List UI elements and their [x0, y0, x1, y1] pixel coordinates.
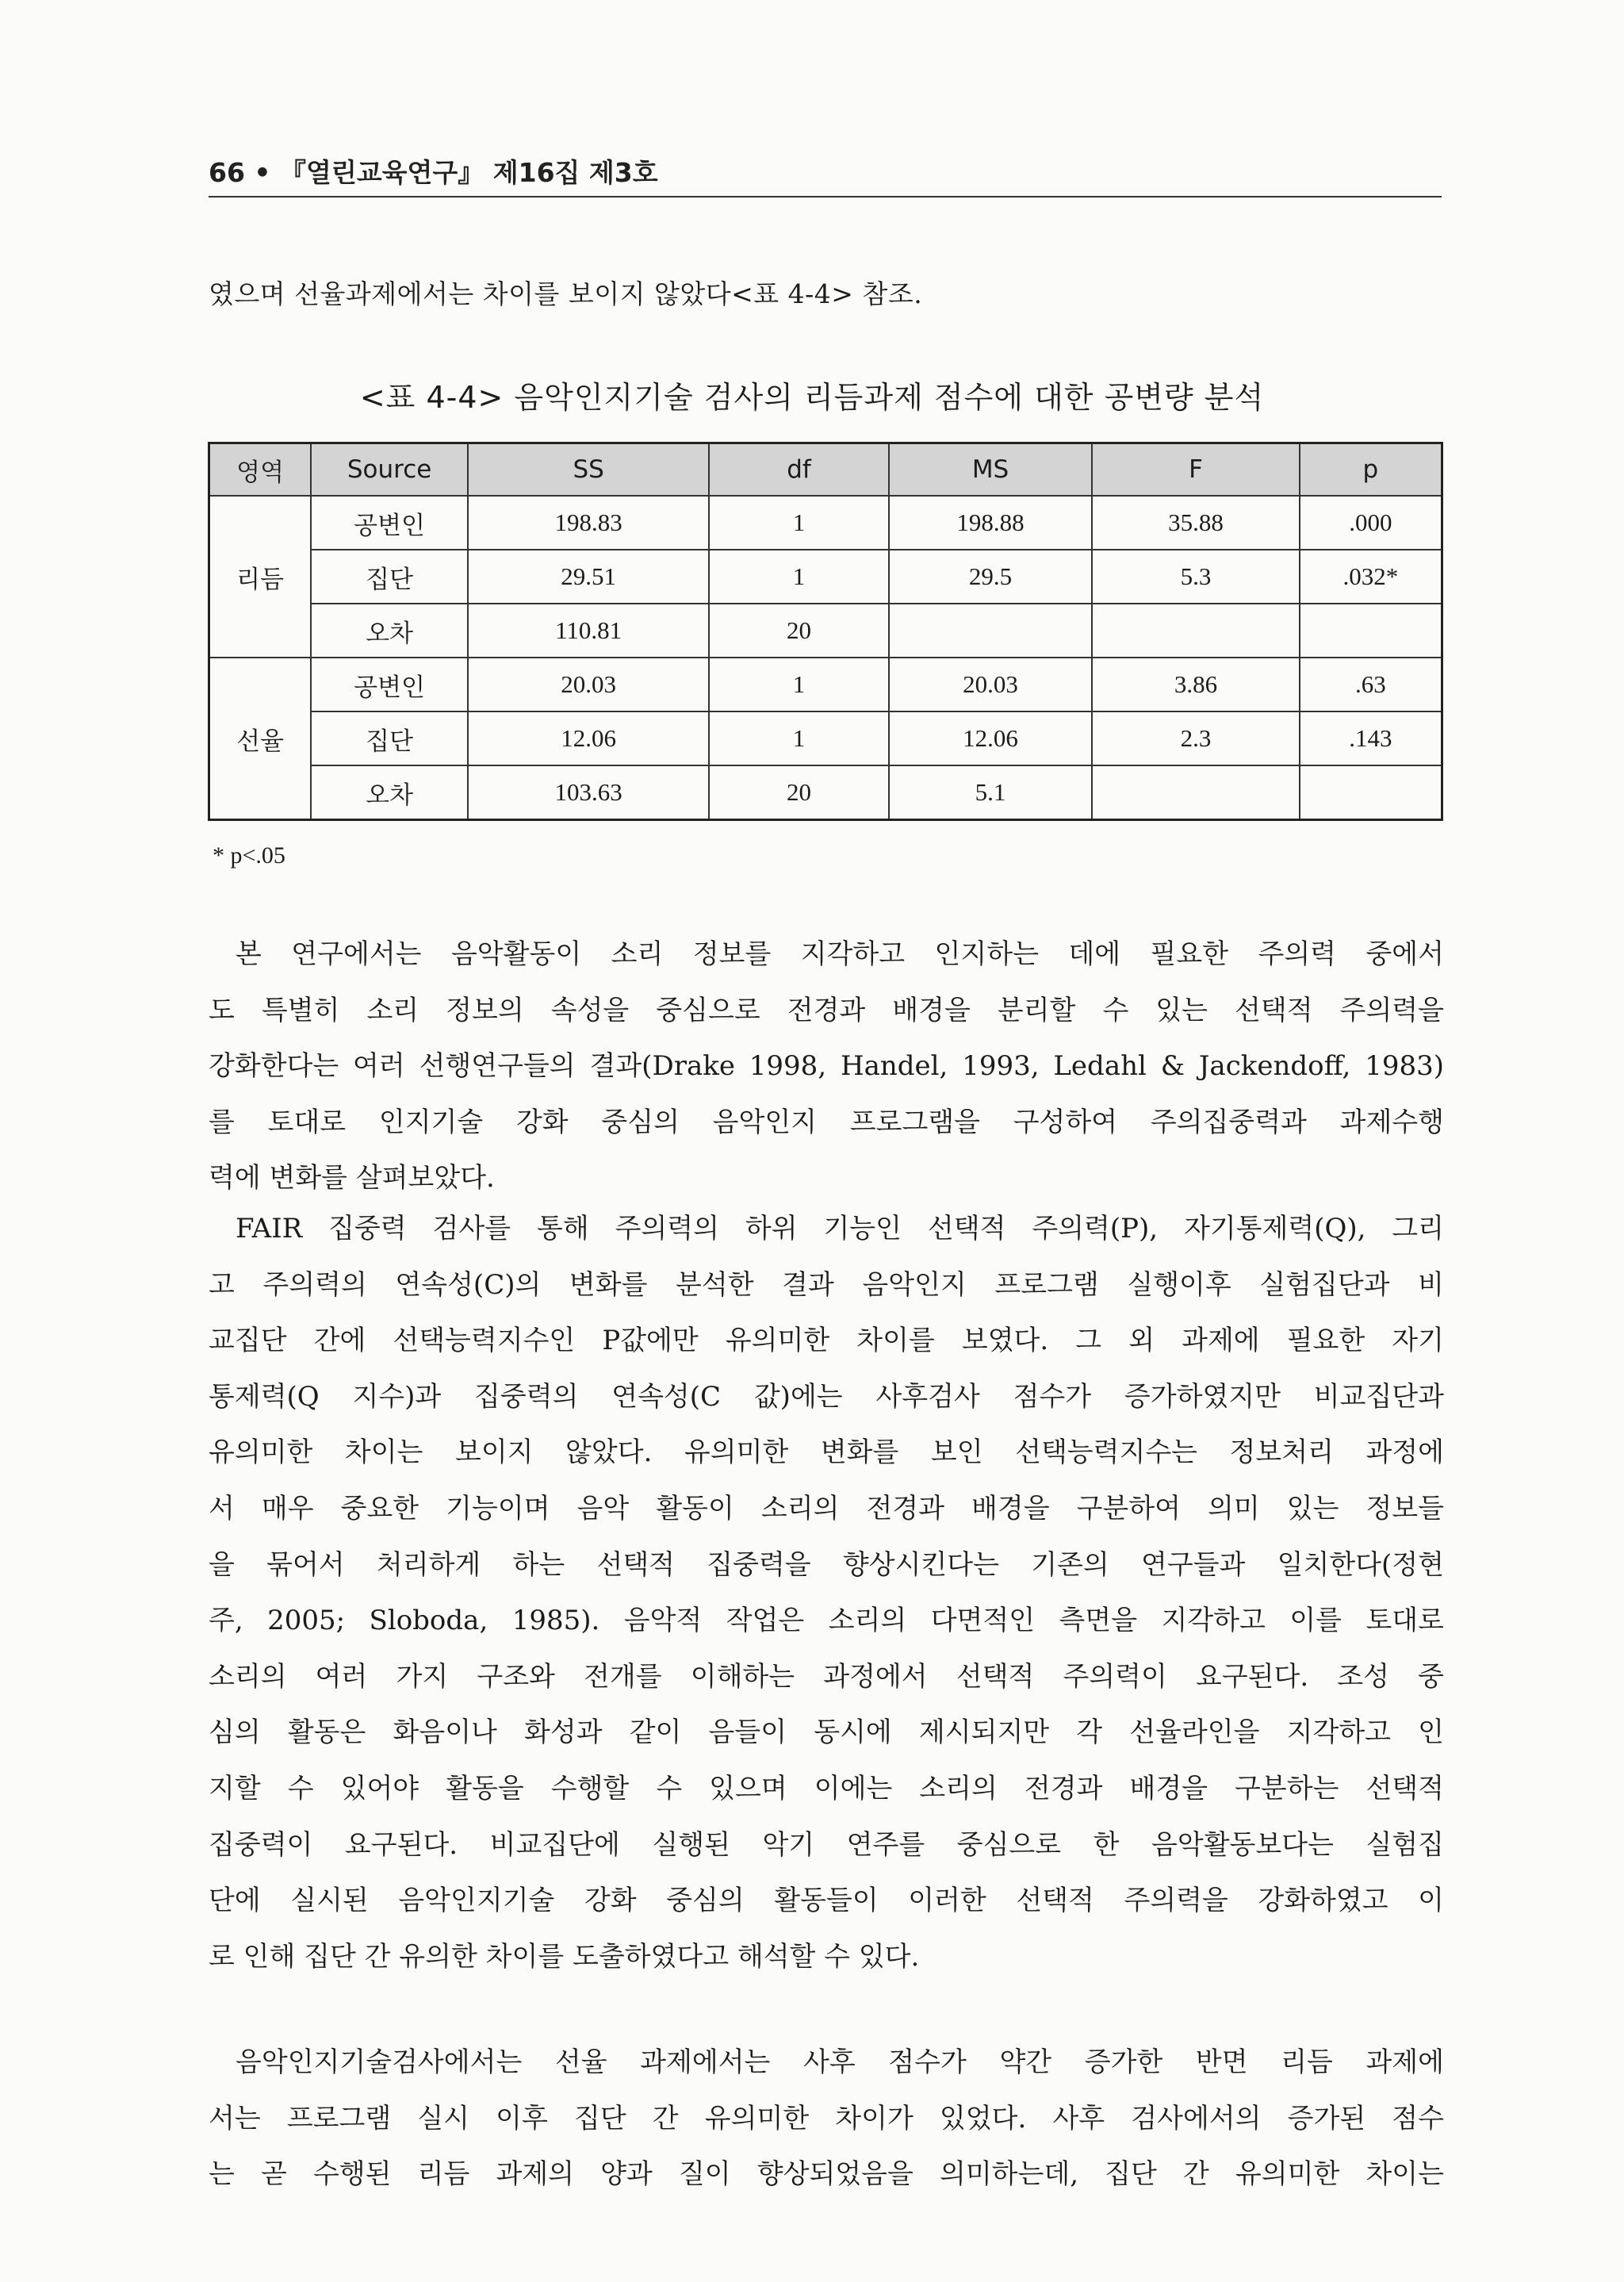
ancova-table [208, 442, 1443, 821]
source-cell: 집단 [311, 550, 468, 604]
p-cell: .143 [1300, 711, 1442, 765]
ms-cell: 5.1 [889, 765, 1093, 820]
source-cell: 공변인 [311, 496, 468, 550]
area-cell: 리듬 [209, 496, 312, 658]
header-ss: SS [468, 443, 709, 497]
header-df: df [709, 443, 888, 497]
body-line: 력에 변화를 살펴보았다. [209, 1162, 495, 1195]
ms-cell [889, 604, 1093, 658]
body-line: 유의미한 차이는 보이지 않았다. 유의미한 변화를 보인 선택능력지수는 정보처리 과정에 [209, 1436, 1444, 1469]
header-area: 영역 [209, 443, 312, 497]
ss-cell: 29.51 [468, 550, 709, 604]
body-line: 본 연구에서는 음악활동이 소리 정보를 지각하고 인지하는 데에 필요한 주의력 중에서 [236, 938, 1444, 970]
ms-cell: 198.88 [889, 496, 1093, 550]
body-line: 심의 활동은 화음이나 화성과 같이 음들이 동시에 제시되지만 각 선율라인을 지각하고 인 [209, 1716, 1444, 1749]
table-row [209, 658, 1442, 711]
f-cell [1092, 604, 1299, 658]
df-cell: 20 [709, 604, 888, 658]
body-line: 주, 2005; Sloboda, 1985). 음악적 작업은 소리의 다면적인 측면을 지각하고 이를 토대로 [209, 1605, 1444, 1637]
f-cell [1092, 765, 1299, 820]
table-row [209, 765, 1442, 820]
header-f: F [1092, 443, 1299, 497]
body-line: 교집단 간에 선택능력지수인 P값에만 유의미한 차이를 보였다. 그 외 과제에 필요한 자기 [209, 1325, 1444, 1357]
p-cell: .63 [1300, 658, 1442, 711]
body-line: FAIR 집중력 검사를 통해 주의력의 하위 기능인 선택적 주의력(P), 자기통제력(Q), 그리 [236, 1213, 1444, 1245]
source-cell: 집단 [311, 711, 468, 765]
body-line: 는 곧 수행된 리듬 과제의 양과 질이 향상되었음을 의미하는데, 집단 간 유의미한 차이는 [209, 2158, 1444, 2191]
p-cell [1300, 604, 1442, 658]
f-cell: 2.3 [1092, 711, 1299, 765]
body-line: 을 묶어서 처리하게 하는 선택적 집중력을 향상시킨다는 기존의 연구들과 일치한다(정현 [209, 1548, 1444, 1581]
body-line: 서 매우 중요한 기능이며 음악 활동이 소리의 전경과 배경을 구분하여 의미 있는 정보들 [209, 1492, 1444, 1525]
body-paragraph-2 [209, 1201, 1444, 1985]
body-paragraph-3 [209, 2035, 1444, 2203]
p-cell: .032* [1300, 550, 1442, 604]
table-row [209, 496, 1442, 550]
ss-cell: 12.06 [468, 711, 709, 765]
p-cell [1300, 765, 1442, 820]
body-line: 를 토대로 인지기술 강화 중심의 음악인지 프로그램을 구성하여 주의집중력과 과제수행 [209, 1106, 1444, 1138]
ms-cell: 20.03 [889, 658, 1093, 711]
body-line: 집중력이 요구된다. 비교집단에 실행된 악기 연주를 중심으로 한 음악활동보다는 실험집 [209, 1828, 1444, 1861]
body-line: 통제력(Q 지수)과 집중력의 연속성(C 값)에는 사후검사 점수가 증가하였지만 비교집단과 [209, 1380, 1444, 1413]
table-note: * p<.05 [213, 842, 285, 869]
source-cell: 공변인 [311, 658, 468, 711]
df-cell: 1 [709, 550, 888, 604]
f-cell: 5.3 [1092, 550, 1299, 604]
ss-cell: 20.03 [468, 658, 709, 711]
body-line: 지할 수 있어야 활동을 수행할 수 있으며 이에는 소리의 전경과 배경을 구분하는 선택적 [209, 1772, 1444, 1805]
area-cell: 선율 [209, 658, 312, 820]
df-cell: 1 [709, 658, 888, 711]
p-cell: .000 [1300, 496, 1442, 550]
ss-cell: 110.81 [468, 604, 709, 658]
table-row [209, 711, 1442, 765]
ss-cell: 103.63 [468, 765, 709, 820]
table-row [209, 604, 1442, 658]
header-source: Source [311, 443, 468, 497]
df-cell: 1 [709, 711, 888, 765]
ss-cell: 198.83 [468, 496, 709, 550]
ms-cell: 29.5 [889, 550, 1093, 604]
source-cell: 오차 [311, 765, 468, 820]
header-ms: MS [889, 443, 1093, 497]
df-cell: 1 [709, 496, 888, 550]
header-p: p [1300, 443, 1442, 497]
running-head: 66 • 『열린교육연구』 제16집 제3호 [209, 157, 658, 188]
lead-line: 였으며 선율과제에서는 차이를 보이지 않았다<표 4-4> 참조. [209, 278, 923, 309]
body-line: 소리의 여러 가지 구조와 전개를 이해하는 과정에서 선택적 주의력이 요구된다. 조성 중 [209, 1660, 1444, 1693]
source-cell: 오차 [311, 604, 468, 658]
ms-cell: 12.06 [889, 711, 1093, 765]
table-header-row [209, 443, 1442, 497]
body-line: 도 특별히 소리 정보의 속성을 중심으로 전경과 배경을 분리할 수 있는 선택적 주의력을 [209, 994, 1444, 1026]
body-line: 고 주의력의 연속성(C)의 변화를 분석한 결과 음악인지 프로그램 실행이후 실험집단과 비 [209, 1268, 1444, 1301]
table-caption: <표 4-4> 음악인지기술 검사의 리듬과제 점수에 대한 공변량 분석 [359, 380, 1265, 415]
df-cell: 20 [709, 765, 888, 820]
body-line: 음악인지기술검사에서는 선율 과제에서는 사후 점수가 약간 증가한 반면 리듬 과제에 [236, 2046, 1444, 2078]
body-line: 로 인해 집단 간 유의한 차이를 도출하였다고 해석할 수 있다. [209, 1940, 920, 1973]
table-row [209, 550, 1442, 604]
body-line: 단에 실시된 음악인지기술 강화 중심의 활동들이 이러한 선택적 주의력을 강화하였고 이 [209, 1885, 1444, 1917]
f-cell: 3.86 [1092, 658, 1299, 711]
body-paragraph-1 [209, 926, 1444, 1206]
header-rule [209, 196, 1442, 198]
body-line: 서는 프로그램 실시 이후 집단 간 유의미한 차이가 있었다. 사후 검사에서의 증가된 점수 [209, 2102, 1444, 2134]
f-cell: 35.88 [1092, 496, 1299, 550]
body-line: 강화한다는 여러 선행연구들의 결과(Drake 1998, Handel, 1993, Ledahl & Jackendoff, 1983) [209, 1050, 1444, 1083]
